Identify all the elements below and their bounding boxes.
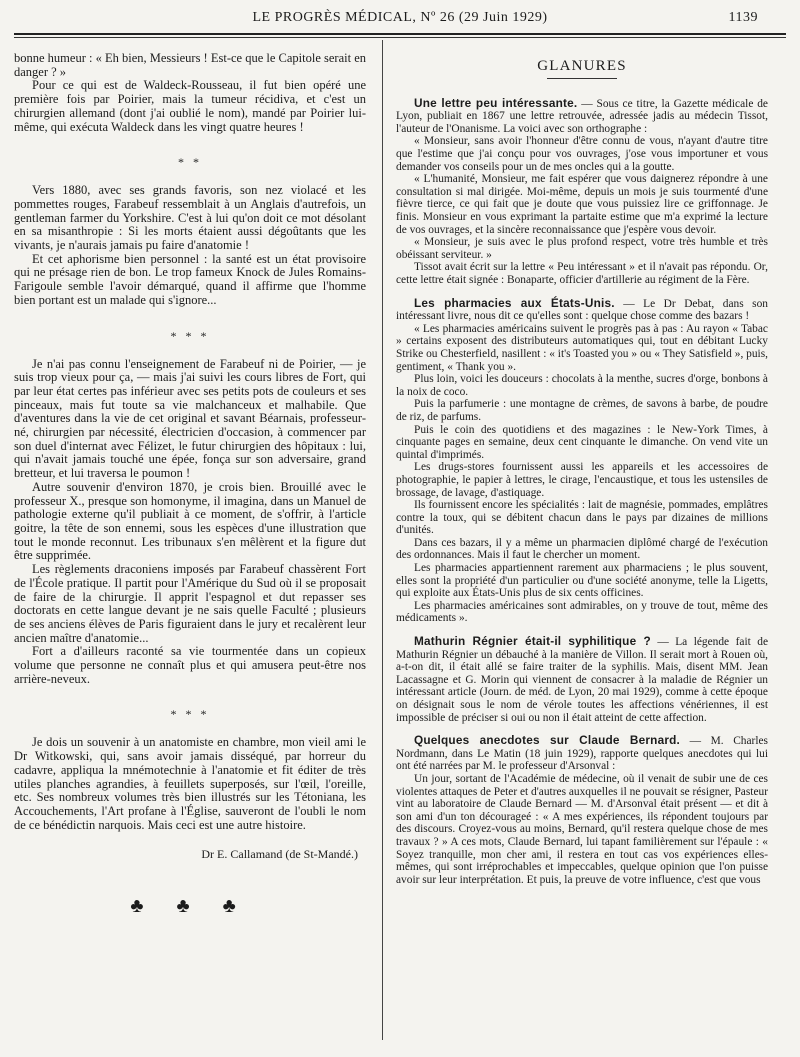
paragraph: Les règlements draconiens imposés par Farabeuf chassèrent Fort de l'École pratique. Il partit pour l'Amérique du Sud où il se proposait de faire de la chirurgie. Il apprit l'espagnol et dut repasser ses doctorats en cette langue devant je ne sais quelle Faculté ; plusieurs de ses anciens élèves de Paris figuraient dans le jury et recalèrent leur ancien maître d'anatomie...: [14, 562, 366, 645]
paragraph: Les pharmacies appartiennent rarement aux pharmaciens ; le plus souvent, elles sont la propriété d'un particulier ou d'une société anonyme, telle la Ligetts, qui exploite aux États-Unis plus de six cents officines.: [396, 562, 768, 600]
article-pharmacies: [396, 297, 768, 625]
column-divider: [382, 40, 383, 1040]
header-rule: [14, 33, 786, 35]
asterism-separator: * *: [178, 155, 202, 170]
paragraph: Pour ce qui est de Waldeck-Rousseau, il fut bien opéré une première fois par Poirier, mais la tumeur récidiva, et c'est un chirurgien allemand (dont j'ai oublié le nom), mandé par Poirier lui-même, qui exécuta Waldeck dans les vingt quatre heures !: [14, 78, 366, 134]
article-title: Mathurin Régnier était-il syphilitique ?: [414, 634, 651, 649]
article-lead: — M. Charles Nordmann, dans Le Matin (18 juin 1929), rapporte quelques anecdotes qui lui ont été narrées par M. le professeur d'Arsonval :: [396, 735, 768, 773]
paragraph: bonne humeur : « Eh bien, Messieurs ! Est-ce que le Capitole serait en danger ? »: [14, 51, 366, 79]
paragraph: Et cet aphorisme bien personnel : la santé est un état provisoire qui ne présage rien de bon. Le trop fameux Knock de Jules Romains-Farigoule semble l'avoir démarqué, quand il affirme que l'homme bien portant est un malade qui s'ignore...: [14, 251, 366, 307]
article-letter: [396, 97, 768, 287]
paragraph: Tissot avait écrit sur la lettre « Peu intéressant » et il n'avait pas répondu. Or, cette lettre était signée : Bonaparte, officier d'artillerie au régiment de la Fère.: [396, 261, 768, 287]
article-lead: — La légende fait de Mathurin Régnier un débauché à la manière de Villon. Il serait mort à Rouen où, a-t-on dit, il était allé se faire traiter de la syphilis. Mais, disent MM. Jean Lacassagne et G. Morin qui viennent de consacrer à la maladie de Régnier un intéressant article (Journ. de méd. de Lyon, 20 mai 1929), comme à cette époque on désignait sous le nom de vérole toutes les affections vénériennes, il est impossible de préciser si oui ou non il était atteint de cette affection.: [396, 636, 768, 724]
paragraph: Je n'ai pas connu l'enseignement de Farabeuf ni de Poirier, — je suis trop vieux pour ça, — mais j'ai suivi les cours libres de Fort, qui par leur état certes pas inférieur avec ses petits pots de couleurs et ses pinceaux, mais fut toute sa vie malchanceux et malhabile. Que d'aventures dans la vie de cet original et savant Béarnais, professeur-né, chirurgien par nécessité, électricien d'occasion, à commencer par son duel d'internat avec Félizet, le futur chirurgien des hôpitaux : lui, qui n'avait jamais touché une épée, fonça sur son adversaire, grand bretteur, et lui traversa le poumon !: [14, 356, 366, 481]
title-rule: [547, 78, 617, 79]
running-header: [14, 10, 786, 34]
paragraph: Autre souvenir d'environ 1870, je crois bien. Brouillé avec le professeur X., presque son homonyme, il imagina, dans un Manuel de pathologie externe qu'il publiait à ce moment, de s'offrir, à l'article goitre, la tête de son ennemi, sous les espèces d'une illustration que tout le monde reconnut. Les tribunaux s'en mêlèrent et la figure dut être supprimée.: [14, 479, 366, 563]
article-claude-bernard: [396, 734, 768, 886]
author-signature: Dr E. Callamand (de St-Mandé.): [201, 847, 358, 862]
article-title: Quelques anecdotes sur Claude Bernard.: [414, 733, 681, 748]
paragraph: Les drugs-stores fournissent aussi les appareils et les accessoires de photographie, le papier à lettres, le cirage, l'encaustique, et tous les ustensiles de brossage, de lavage, d'astiquage.: [396, 461, 768, 499]
paragraph: Je dois un souvenir à un anatomiste en chambre, mon vieil ami le Dr Witkowski, qui, sans avoir jamais disséqué, par horreur du cadavre, appliqua la mnémotechnie à l'anatomie et fit éditer de très utiles planches agrandies, à feuillets superposés, sur l'œil, l'oreille, etc. Ses nombreux volumes très bien illustrés sur les Tétoniana, les Accouchements, l'Art profane à l'Église, sauveront de l'oubli le nom de ce bénédictin narquois. Mais ceci est une autre histoire.: [14, 735, 366, 832]
clubs-ornament: ♣ ♣ ♣: [130, 895, 250, 918]
paragraph: Dans ces bazars, il y a même un pharmacien diplômé chargé de l'exécution des ordonnances. Mais il faut le chercher un moment.: [396, 536, 768, 562]
paragraph: Un jour, sortant de l'Académie de médecine, où il venait de subir une de ces violentes attaques de Peter et d'autres auxquelles il ne pouvait se résigner, Pasteur vint au laboratoire de Claude Bernard — M. d'Arsonval était présent — et dit à son ami d'un ton décourageé : « A mes expériences, ils répondent toujours par des discours. Croyez-vous au moins, Bernard, qu'il restera quelque chose de mes travaux ? » A ces mots, Claude Bernard, lui tapant familièrement sur l'épaule : « Soyez tranquille, mon cher ami, il restera en tout cas vos expériences elles-mêmes, qui sont irréprochables et impeccables, quelque opinion que l'on puisse avoir sur leur interprétation. Et puis, la preuve de votre influence, c'est que vous: [396, 772, 768, 886]
paragraph: Plus loin, voici les douceurs : chocolats à la menthe, sucres d'orge, bonbons à la noix de coco.: [396, 373, 768, 398]
paragraph: Fort a d'ailleurs raconté sa vie tourmentée dans un copieux volume que personne ne connaît plus et qui amusera peut-être nos arrière-neveux.: [14, 644, 366, 686]
asterism-separator: * * *: [170, 707, 210, 722]
right-column: [396, 52, 768, 886]
paragraph: « L'humanité, Monsieur, me fait espérer que vous daignerez répondre à une consultation si mal dirigée. Moi-même, depuis un mois je suis tourmenté d'une fièvre tierce, ce qui fait que je doute que vous puissiez lire ce griffonnage. Je finis. Monsieur en vous exprimant la partaite estime que m'a exprimé la lecture de vos ouvrages, et la sincère reconnaissance que j'espère vous devoir.: [396, 173, 768, 236]
paragraph: « Monsieur, sans avoir l'honneur d'être connu de vous, n'ayant d'autre titre que l'estime que j'ai conçu pour vos ouvrages, j'ose vous importuner et vous demander vos conseils pour un de mes oncles qui a la goutte.: [396, 135, 768, 173]
article-title: Une lettre peu intéressante.: [414, 95, 578, 110]
page-number: 1139: [728, 10, 758, 25]
paragraph: « Monsieur, je suis avec le plus profond respect, votre très humble et très obéissant serviteur. »: [396, 236, 768, 261]
paragraph: « Les pharmacies américains suivent le progrès pas à pas : Au rayon « Tabac » certains exposent des distributeurs automatiques qui, tout en débitant Lucky Strike ou Chesterfield, nasillent : « it's Toasted you » ou « They Satisfield », puis, gentiment, « Thank you ».: [396, 322, 768, 373]
paragraph: Ils fournissent encore les spécialités : lait de magnésie, pommades, emplâtres contre la toux, qui se débitent chacun dans le pays par dizaines de millions d'unités.: [396, 499, 768, 537]
left-column: [14, 51, 366, 918]
running-title: LE PROGRÈS MÉDICAL, Nº 26 (29 Juin 1929): [252, 10, 548, 25]
article-title: Les pharmacies aux États-Unis.: [414, 295, 615, 310]
paragraph: Puis la parfumerie : une montagne de crèmes, de savons à barbe, de poudre de riz, de parfums.: [396, 398, 768, 423]
article-regnier: [396, 635, 768, 724]
article-lead: — Le Dr Debat, dans son intéressant livre, nous dit ce qu'elles sont : quelque chose comme des bazars !: [396, 297, 768, 323]
paragraph: Les pharmacies américaines sont admirables, on y trouve de tout, même des médicaments ».: [396, 599, 768, 625]
section-title: GLANURES: [537, 58, 627, 74]
asterism-separator: * * *: [170, 328, 210, 343]
article-lead: — Sous ce titre, la Gazette médicale de Lyon, publiait en 1867 une lettre retrouvée, adressée jadis au médecin Tissot, l'auteur de l'Onanisme. La voici avec son orthographe :: [396, 97, 768, 135]
header-rule-thin: [14, 37, 786, 38]
paragraph: Puis le coin des quotidiens et des magazines : le New-York Times, à cinquante pages en semaine, deux cent cinquante le dimanche. On vend vite un quintal d'imprimés.: [396, 423, 768, 461]
paragraph: Vers 1880, avec ses grands favoris, son nez violacé et les pommettes rouges, Farabeuf ressemblait à un Anglais d'autrefois, un gentleman farmer du Yorkshire. C'est à lui qu'on doit ce mot désolant en sa misanthropie : Si les morts étaient aussi dégoûtants que les vivants, je n'aurais jamais pu faire d'anatomie !: [14, 183, 366, 253]
